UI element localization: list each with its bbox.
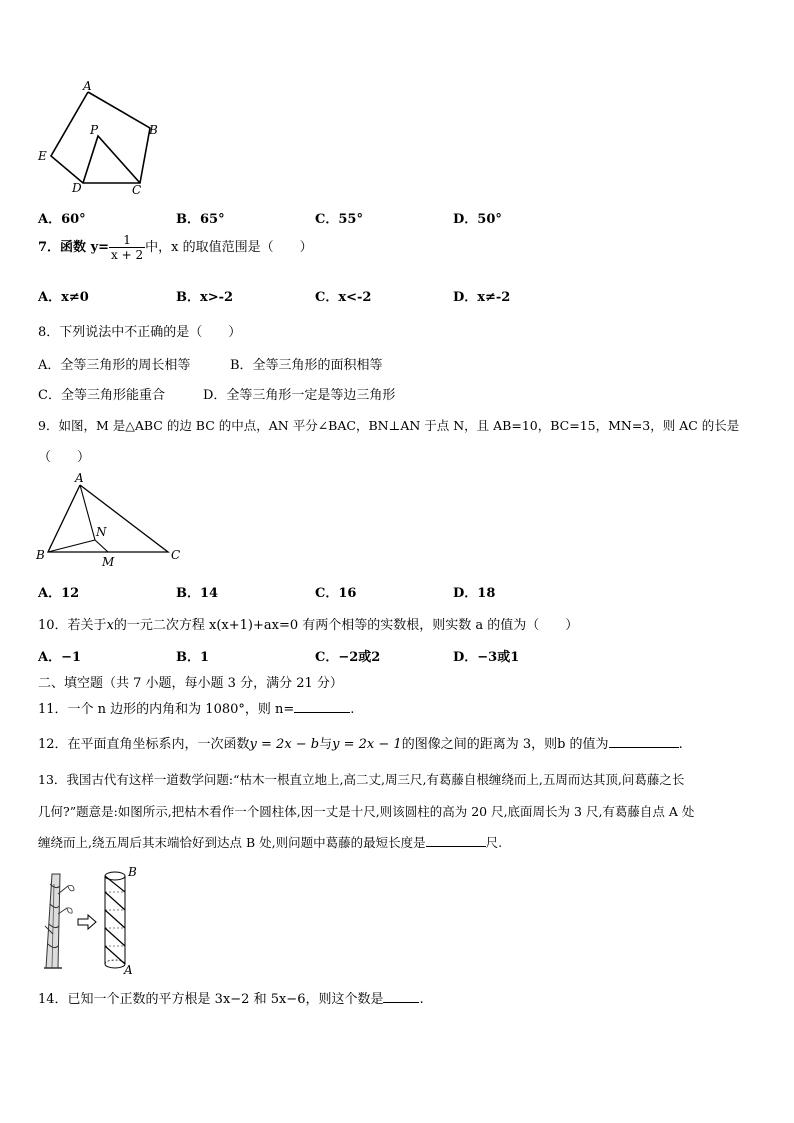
q13-answer-blank[interactable]	[426, 834, 486, 847]
q7-post: 中，x 的取值范围是（ ）	[145, 240, 313, 255]
q12-end: .	[678, 737, 683, 752]
q14-answer-blank[interactable]	[383, 990, 419, 1003]
q10-option-b: B．1	[176, 650, 210, 665]
q12-func2: y = 2x − 1	[332, 737, 402, 752]
q13-line3-post: 尺.	[485, 835, 503, 850]
q8-stem: 8．下列说法中不正确的是（ ）	[38, 325, 242, 340]
q11-post: .	[350, 702, 355, 717]
q12-stem	[38, 733, 683, 752]
q9-paren: （ ）	[38, 450, 91, 465]
q9-option-a: A．12	[38, 586, 80, 601]
q8-option-b: B．全等三角形的面积相等	[230, 358, 383, 373]
q13-line1: 13．我国古代有这样一道数学问题:“枯木一根直立地上,高二丈,周三尺,有葛藤自根缠绕而上,五周而达其顶,问葛藤之长	[38, 772, 685, 787]
q14-post: .	[419, 992, 424, 1007]
q12-func1: y = 2x − b	[249, 737, 320, 752]
q12-mid: 与	[319, 737, 333, 752]
q9-figure	[30, 472, 190, 570]
label-C: C	[132, 183, 142, 196]
q6-figure	[30, 78, 170, 196]
q6-option-b: B．65°	[176, 212, 225, 227]
q14-stem	[38, 988, 424, 1007]
q11-pre: 11．一个 n 边形的内角和为 1080°，则 n=	[38, 702, 295, 717]
label-B: B	[149, 123, 158, 137]
q9-label-A: A	[75, 472, 84, 485]
q10-option-a: A．−1	[38, 650, 82, 665]
q13-label-A: A	[124, 963, 133, 976]
q7-fraction	[109, 233, 145, 262]
q14-pre: 14．已知一个正数的平方根是 3x−2 和 5x−6，则这个数是	[38, 992, 384, 1007]
q9-label-C: C	[171, 548, 181, 562]
q9-label-B: B	[36, 548, 45, 562]
q12-pre: 12．在平面直角坐标系内，一次函数	[38, 737, 250, 752]
q12-post: 的图像之间的距离为 3，则b 的值为	[401, 737, 609, 752]
q11-stem	[38, 698, 354, 717]
q9-label-M: M	[102, 555, 115, 569]
q7-pre: 7．函数 y=	[38, 240, 110, 255]
q10-stem	[38, 614, 578, 633]
q13-line2: 几何?”题意是:如图所示,把枯木看作一个圆柱体,因一丈是十尺,则该圆柱的高为 20 尺,底面周长为 3 尺,有葛藤自点 A 处	[38, 804, 695, 819]
q10-option-d: D．−3或1	[453, 650, 520, 665]
q8-option-a: A．全等三角形的周长相等	[38, 358, 191, 373]
q7-option-b: B．x>-2	[176, 290, 234, 305]
q6-option-c: C．55°	[315, 212, 363, 227]
section-2-heading: 二、填空题（共 7 小题，每小题 3 分，满分 21 分）	[38, 676, 343, 691]
q7-denominator: x + 2	[111, 248, 144, 262]
q13-line3-pre: 缠绕而上,绕五周后其末端恰好到达点 B 处,则问题中葛藤的最短长度是	[38, 835, 426, 850]
q9-option-b: B．14	[176, 586, 219, 601]
q10-pre: 10．若关于	[38, 618, 107, 633]
q8-option-d: D．全等三角形一定是等边三角形	[203, 388, 396, 403]
q10-var-x: x	[106, 618, 114, 633]
q9-stem: 9．如图，M 是△ABC 的边 BC 的中点，AN 平分∠BAC，BN⊥AN 于点 N，且 AB=10，BC=15，MN=3，则 AC 的长是	[38, 418, 740, 433]
q8-option-c: C．全等三角形能重合	[38, 388, 165, 403]
q7-option-d: D．x≠-2	[453, 290, 511, 305]
q13-line3	[38, 833, 502, 851]
q12-answer-blank[interactable]	[609, 735, 679, 748]
label-A: A	[83, 79, 92, 93]
q10-post: 的一元二次方程 x(x+1)+ax=0 有两个相等的实数根，则实数 a 的值为（ ）	[113, 618, 579, 633]
q9-option-d: D．18	[453, 586, 496, 601]
q7-numerator: 1	[109, 233, 145, 248]
q10-option-c: C．−2或2	[315, 650, 381, 665]
q6-option-d: D．50°	[453, 212, 502, 227]
label-E: E	[38, 149, 47, 163]
q13-figure	[36, 864, 148, 976]
q9-option-c: C．16	[315, 586, 357, 601]
q7-stem	[38, 233, 313, 262]
q7-option-a: A．x≠0	[38, 290, 89, 305]
q6-option-a: A．60°	[38, 212, 86, 227]
label-D: D	[72, 181, 82, 195]
q11-answer-blank[interactable]	[294, 700, 350, 713]
q7-option-c: C．x<-2	[315, 290, 372, 305]
q9-label-N: N	[96, 525, 107, 539]
q13-label-B: B	[128, 865, 137, 879]
label-P: P	[90, 123, 99, 137]
